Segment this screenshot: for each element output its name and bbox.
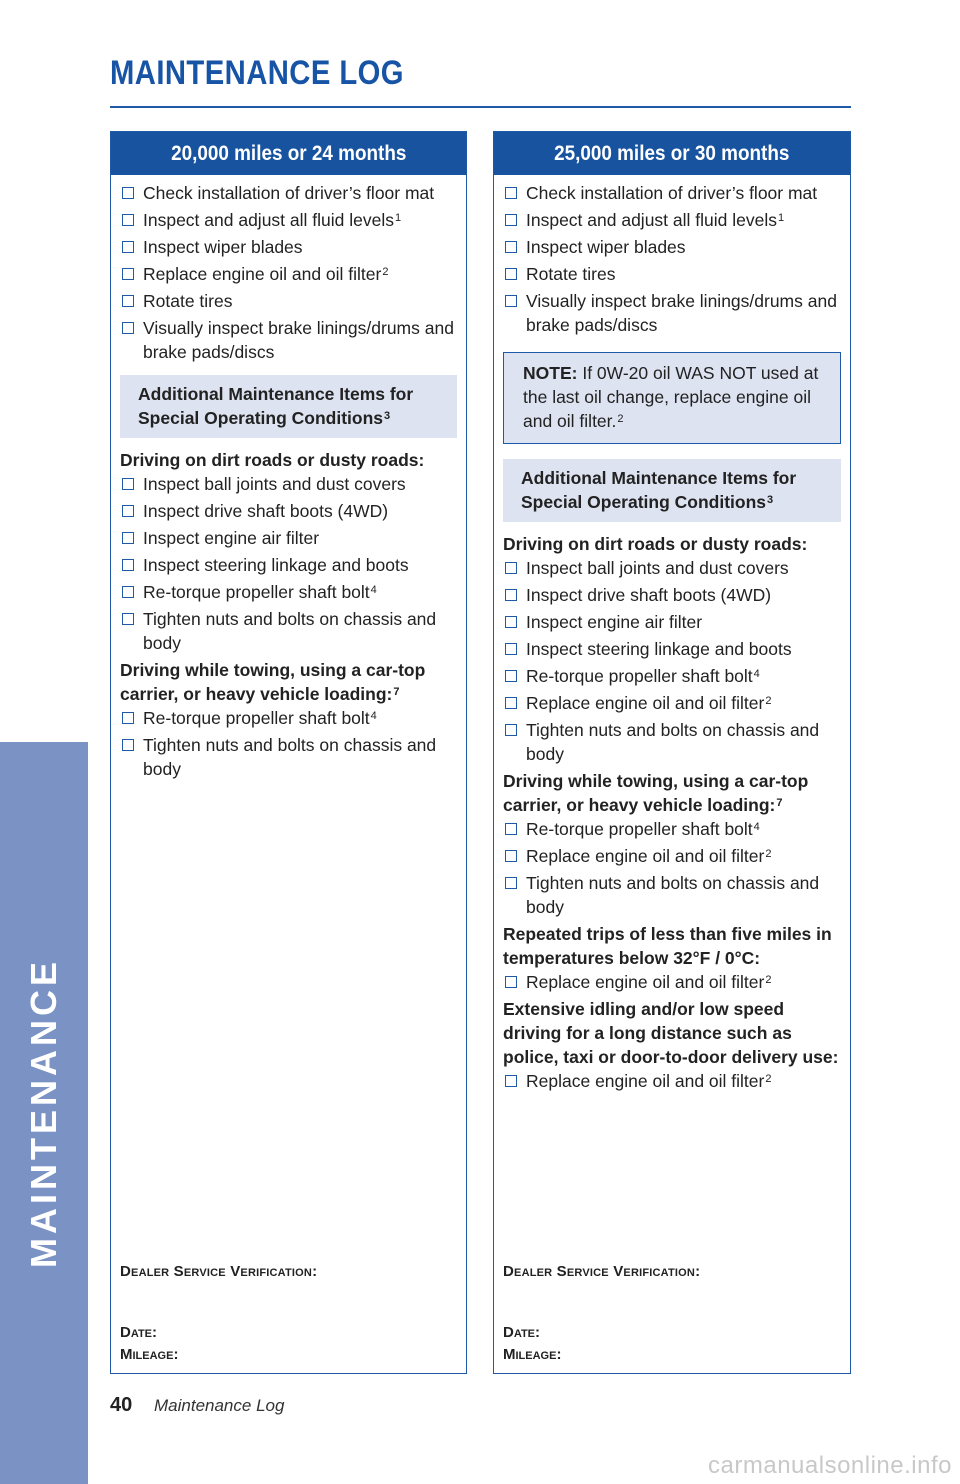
footnote-ref: 2	[765, 695, 772, 707]
checklist-item	[503, 718, 840, 766]
checklist-item	[503, 817, 840, 841]
checkbox[interactable]	[505, 241, 517, 253]
footnote-ref: 2	[382, 266, 389, 278]
checkbox[interactable]	[505, 295, 517, 307]
date-label: Date:	[503, 1324, 541, 1341]
checklist-item-text: Replace engine oil and oil filter	[526, 972, 765, 992]
mileage-label: Mileage:	[120, 1346, 179, 1363]
checklist-item	[503, 691, 840, 715]
footer-section-name: Maintenance Log	[154, 1396, 285, 1415]
checklist-item-text: Replace engine oil and oil filter	[526, 846, 765, 866]
checkbox[interactable]	[122, 532, 134, 544]
checklist-item-text: Replace engine oil and oil filter	[143, 264, 382, 284]
checklist-item	[503, 871, 840, 919]
checklist-item-text: Tighten nuts and bolts on chassis and body	[526, 873, 820, 917]
condition-heading	[120, 658, 456, 706]
checklist-item	[120, 181, 456, 205]
checklist-item-text: Replace engine oil and oil filter	[526, 693, 765, 713]
oil-note-box	[503, 352, 841, 444]
footnote-ref: 4	[370, 710, 377, 722]
condition-heading	[503, 769, 840, 817]
condition-heading-text: Driving on dirt roads or dusty roads:	[120, 450, 425, 470]
checklist-item-text: Inspect steering linkage and boots	[143, 555, 409, 575]
checklist-item	[503, 262, 840, 286]
additional-items-text: Additional Maintenance Items for Special Operating Conditions	[138, 384, 414, 428]
checkbox[interactable]	[122, 712, 134, 724]
footnote-ref: 3	[767, 494, 774, 506]
checkbox[interactable]	[122, 187, 134, 199]
footnote-ref: 4	[753, 668, 760, 680]
checkbox[interactable]	[505, 1075, 517, 1087]
checklist-item-text: Re-torque propeller shaft bolt	[526, 819, 753, 839]
condition-heading	[503, 532, 840, 556]
checklist-item-text: Inspect drive shaft boots (4WD)	[526, 585, 772, 605]
checklist-item-text: Tighten nuts and bolts on chassis and body	[143, 735, 437, 779]
watermark: carmanualsonline.info	[708, 1452, 952, 1479]
checklist-item	[120, 472, 456, 496]
checklist-item	[503, 637, 840, 661]
checklist-item-text: Inspect wiper blades	[143, 237, 303, 257]
checklist-item-text: Tighten nuts and bolts on chassis and body	[143, 609, 437, 653]
checkbox[interactable]	[122, 295, 134, 307]
column-header-text: 25,000 miles or 30 months	[554, 142, 790, 165]
checklist-item	[503, 970, 840, 994]
maintenance-column-20000	[110, 131, 467, 1374]
checklist-item-text: Replace engine oil and oil filter	[526, 1071, 765, 1091]
checklist-item-text: Check installation of driver’s floor mat	[526, 183, 818, 203]
condition-checklist	[120, 706, 456, 781]
checkbox[interactable]	[505, 268, 517, 280]
checkbox[interactable]	[122, 241, 134, 253]
checkbox[interactable]	[505, 670, 517, 682]
condition-checklist	[503, 817, 840, 919]
checkbox[interactable]	[505, 877, 517, 889]
checklist-item-text: Visually inspect brake linings/drums and brake pads/discs	[143, 318, 454, 362]
checkbox[interactable]	[505, 976, 517, 988]
checklist-item	[503, 208, 840, 232]
footnote-ref: 7	[776, 797, 783, 809]
additional-items-heading	[503, 459, 841, 522]
checklist-item	[120, 733, 456, 781]
checkbox[interactable]	[505, 187, 517, 199]
checklist	[503, 181, 840, 337]
checklist-item	[503, 610, 840, 634]
checklist-item-text: Visually inspect brake linings/drums and brake pads/discs	[526, 291, 837, 335]
checkbox[interactable]	[122, 322, 134, 334]
condition-heading-text: Driving while towing, using a car-top carrier, or heavy vehicle loading:	[120, 660, 426, 704]
maintenance-column-25000	[493, 131, 851, 1374]
checklist-item	[120, 499, 456, 523]
checklist-item-text: Inspect and adjust all fluid levels	[143, 210, 394, 230]
checklist-item	[120, 553, 456, 577]
condition-heading-text: Driving while towing, using a car-top carrier, or heavy vehicle loading:	[503, 771, 809, 815]
checklist-item	[120, 607, 456, 655]
footnote-ref: 2	[617, 413, 624, 425]
checklist-item	[503, 235, 840, 259]
checklist-item-text: Rotate tires	[143, 291, 233, 311]
footnote-ref: 7	[393, 686, 400, 698]
condition-heading-text: Repeated trips of less than five miles in temperatures below 32°F / 0°C:	[503, 924, 832, 968]
condition-heading-text: Extensive idling and/or low speed driving for a long distance such as police, taxi or door-to-door delivery use:	[503, 999, 839, 1067]
checklist-item	[120, 289, 456, 313]
checklist-item-text: Check installation of driver’s floor mat	[143, 183, 435, 203]
checkbox[interactable]	[122, 478, 134, 490]
date-mileage-block	[503, 1322, 561, 1366]
checklist-item	[503, 1069, 840, 1093]
checkbox[interactable]	[505, 823, 517, 835]
checkbox[interactable]	[122, 586, 134, 598]
checklist-item	[503, 844, 840, 868]
side-tab-label-wrap	[0, 742, 88, 1484]
footnote-ref: 1	[777, 212, 785, 224]
page-number: 40	[110, 1394, 133, 1416]
checklist-item-text: Inspect ball joints and dust covers	[526, 558, 789, 578]
page-title: MAINTENANCE LOG	[110, 54, 404, 92]
checkbox[interactable]	[122, 739, 134, 751]
note-label: NOTE:	[523, 363, 578, 383]
checkbox[interactable]	[122, 559, 134, 571]
footnote-ref: 2	[765, 848, 772, 860]
checkbox[interactable]	[122, 214, 134, 226]
checklist-item-text: Re-torque propeller shaft bolt	[526, 666, 753, 686]
column-header	[494, 132, 850, 175]
condition-heading	[503, 922, 840, 970]
checklist-item-text: Tighten nuts and bolts on chassis and body	[526, 720, 820, 764]
additional-items-text: Additional Maintenance Items for Special Operating Conditions	[521, 468, 797, 512]
checklist-item-text: Inspect steering linkage and boots	[526, 639, 792, 659]
footnote-ref: 2	[765, 1073, 772, 1085]
checkbox[interactable]	[122, 505, 134, 517]
side-tab-label: MAINTENANCE	[23, 958, 64, 1268]
checkbox[interactable]	[505, 697, 517, 709]
checklist-item-text: Re-torque propeller shaft bolt	[143, 582, 370, 602]
checklist-item-text: Inspect engine air filter	[526, 612, 703, 632]
date-mileage-block	[120, 1322, 178, 1366]
checklist-item-text: Inspect and adjust all fluid levels	[526, 210, 777, 230]
checklist-item-text: Inspect drive shaft boots (4WD)	[143, 501, 389, 521]
condition-checklist	[503, 970, 840, 994]
checklist-item	[120, 580, 456, 604]
column-body	[111, 175, 466, 781]
checkbox[interactable]	[505, 562, 517, 574]
condition-heading	[120, 448, 456, 472]
checkbox[interactable]	[505, 214, 517, 226]
checklist	[120, 181, 456, 364]
checklist-item	[503, 664, 840, 688]
checklist-item	[503, 583, 840, 607]
checklist-item	[120, 526, 456, 550]
checklist-item	[503, 289, 840, 337]
condition-sections	[503, 532, 840, 1093]
checklist-item	[120, 316, 456, 364]
date-label: Date:	[120, 1324, 158, 1341]
checklist-item	[503, 556, 840, 580]
checkbox[interactable]	[505, 616, 517, 628]
checklist-item-text: Inspect ball joints and dust covers	[143, 474, 406, 494]
checklist-item	[120, 235, 456, 259]
checklist-item-text: Inspect wiper blades	[526, 237, 686, 257]
condition-sections	[120, 448, 456, 781]
checklist-item-text: Rotate tires	[526, 264, 616, 284]
checkbox[interactable]	[505, 589, 517, 601]
mileage-label: Mileage:	[503, 1346, 562, 1363]
checkbox[interactable]	[505, 643, 517, 655]
condition-checklist	[120, 472, 456, 655]
checklist-item	[503, 181, 840, 205]
condition-checklist	[503, 556, 840, 766]
additional-items-heading	[120, 375, 457, 438]
checklist-item-text: Inspect engine air filter	[143, 528, 320, 548]
footnote-ref: 1	[394, 212, 402, 224]
footnote-ref: 4	[370, 584, 377, 596]
condition-heading	[503, 997, 840, 1069]
dealer-verification-label: Dealer Service Verification:	[120, 1263, 318, 1280]
title-divider	[110, 106, 851, 108]
checklist-item	[120, 706, 456, 730]
checkbox[interactable]	[122, 268, 134, 280]
checkbox[interactable]	[505, 724, 517, 736]
note-text: If 0W-20 oil WAS NOT used at the last oil change, replace engine oil and oil filter.	[523, 363, 819, 431]
condition-checklist	[503, 1069, 840, 1093]
checklist-item	[120, 208, 456, 232]
footnote-ref: 2	[765, 974, 772, 986]
checkbox[interactable]	[505, 850, 517, 862]
footnote-ref: 3	[384, 410, 391, 422]
footnote-ref: 4	[753, 821, 760, 833]
dealer-verification-label: Dealer Service Verification:	[503, 1263, 701, 1280]
checkbox[interactable]	[122, 613, 134, 625]
checklist-item	[120, 262, 456, 286]
condition-heading-text: Driving on dirt roads or dusty roads:	[503, 534, 808, 554]
checklist-item-text: Re-torque propeller shaft bolt	[143, 708, 370, 728]
column-body	[494, 175, 850, 1093]
column-header-text: 20,000 miles or 24 months	[170, 142, 407, 165]
column-header	[111, 132, 466, 175]
